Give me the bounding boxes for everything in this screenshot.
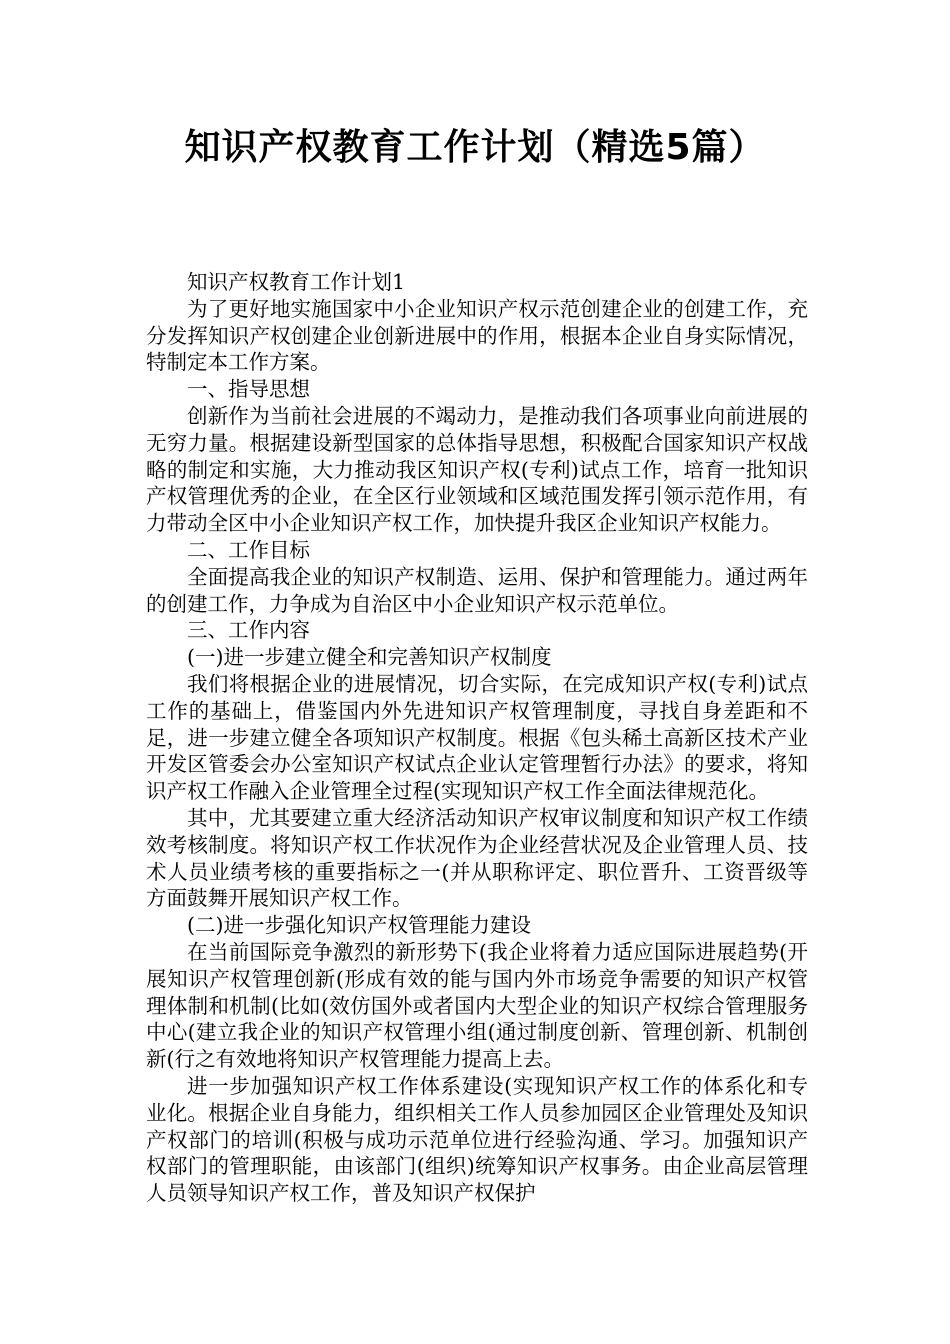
paragraph: 创新作为当前社会进展的不竭动力，是推动我们各项事业向前进展的无穷力量。根据建设新型国家的总体指导思想，积极配合国家知识产权战略的制定和实施，大力推动我区知识产权(专利)试点工作，培育一批知识产权管理优秀的企业，在全区行业领域和区域范围发挥引领示范作用，有力带动全区中小企业知识产权工作，加快提升我区企业知识产权能力。 [146, 403, 808, 536]
document-body [146, 269, 808, 1207]
section-heading: 一、指导思想 [187, 377, 310, 402]
paragraph: 在当前国际竞争激烈的新形势下(我企业将着力适应国际进展趋势(开展知识产权管理创新(形成有效的能与国内外市场竞争需要的知识产权管理体制和机制(比如(效仿国外或者国内大型企业的知识产权综合管理服务中心(建立我企业的知识产权管理小组(通过制度创新、管理创新、机制创新(行之有效地将知识产权管理能力提高上去。 [146, 939, 808, 1072]
document-title: 知识产权教育工作计划（精选5篇） [184, 127, 766, 168]
section-heading: 三、工作内容 [187, 618, 310, 643]
subsection-heading: (二)进一步强化知识产权管理能力建设 [187, 913, 531, 938]
section-heading: 二、工作目标 [187, 537, 310, 562]
paragraph: 为了更好地实施国家中小企业知识产权示范创建企业的创建工作，充分发挥知识产权创建企业创新进展中的作用，根据本企业自身实际情况，特制定本工作方案。 [146, 296, 808, 375]
paragraph: 其中，尤其要建立重大经济活动知识产权审议制度和知识产权工作绩效考核制度。将知识产权工作状况作为企业经营状况及企业管理人员、技术人员业绩考核的重要指标之一(并从职称评定、职位晋升、工资晋级等方面鼓舞开展知识产权工作。 [146, 805, 808, 911]
subsection-heading: (一)进一步建立健全和完善知识产权制度 [187, 645, 552, 670]
section-heading: 知识产权教育工作计划1 [187, 270, 406, 294]
paragraph: 进一步加强知识产权工作体系建设(实现知识产权工作的体系化和专业化。根据企业自身能力，组织相关工作人员参加园区企业管理处及知识产权部门的培训(积极与成功示范单位进行经验沟通、学习。加强知识产权部门的管理职能，由该部门(组织)统筹知识产权事务。由企业高层管理人员领导知识产权工作，普及知识产权保护 [146, 1073, 808, 1206]
paragraph: 全面提高我企业的知识产权制造、运用、保护和管理能力。通过两年的创建工作，力争成为自治区中小企业知识产权示范单位。 [146, 564, 808, 616]
paragraph: 我们将根据企业的进展情况，切合实际，在完成知识产权(专利)试点工作的基础上，借鉴国内外先进知识产权管理制度，寻找自身差距和不足，进一步建立健全各项知识产权制度。根据《包头稀土高新区技术产业开发区管委会办公室知识产权试点企业认定管理暂行办法》的要求，将知识产权工作融入企业管理全过程(实现知识产权工作全面法律规范化。 [146, 671, 808, 804]
